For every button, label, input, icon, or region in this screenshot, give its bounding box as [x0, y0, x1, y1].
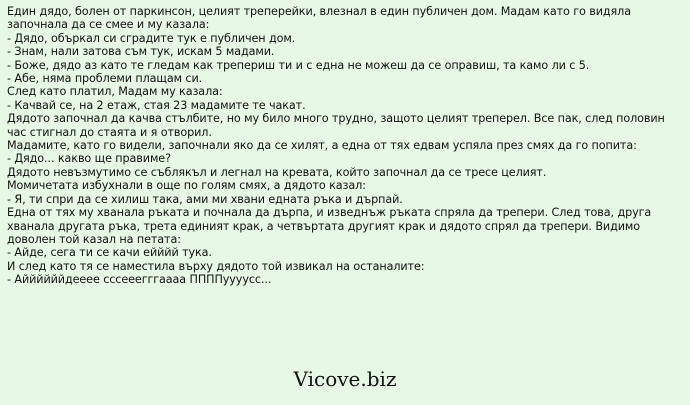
story-line-dialogue: - Дядо... какво ще правиме?: [7, 152, 171, 166]
story-line-narration: И след като тя се наместила върху дядото той извикал на останалите:: [7, 259, 425, 273]
story-line-narration: Дядото невъзмутимо се съблякъл и легнал на кревата, който започнал да се тресе целият.: [7, 165, 547, 179]
story-line-narration: Дядото започнал да качва стълбите, но му било много трудно, защото целият треперел. Все пак, след половин час стигнал до стаята и я отворил.: [7, 112, 665, 139]
story-line-dialogue: - Абе, няма проблеми плащам си.: [7, 72, 203, 86]
site-footer: [0, 367, 690, 391]
story-line-narration: Една от тях му хванала ръката и почнала да дърпа, и изведнъж ръката спряла да трепери. След това, друга хванала другата ръка, трета единият крак, а четвъртата другият крак и дядото спрял да трепери. Видимо доволен той казал на петата:: [7, 206, 652, 246]
story-line-dialogue: - Дядо, объркал си сградите тук е публичен дом.: [7, 31, 296, 45]
story-line-intro: Един дядо, болен от паркинсон, целият треперейки, влезнал в един публичен дом. Мадам като го видяла започнала да се смее и му казала:: [7, 5, 631, 32]
story-line-narration: След като платил, Мадам му казала:: [7, 85, 223, 99]
story-line-dialogue: - Я, ти спри да се хилиш така, ами ми хвани едната ръка и дърпай.: [7, 192, 403, 206]
story-line-dialogue: - Качвай се, на 2 етаж, стая 23 мадамите те чакат.: [7, 98, 306, 112]
story-line-dialogue: - Айде, сега ти се качи ейййй тука.: [7, 246, 212, 260]
story-line-dialogue: - Знам, нали затова съм тук, искам 5 мадами.: [7, 45, 275, 59]
site-name: Vicove.biz: [293, 367, 397, 391]
story-line-narration: Мадамите, като го видели, започнали яко да се хилят, а една от тях едвам успяла през смях да го попита:: [7, 139, 637, 153]
story-line-dialogue: - Боже, дядо аз като те гледам как трепериш ти и с една не можеш да се оправиш, та камо ли с 5.: [7, 58, 590, 72]
joke-text: [7, 5, 683, 287]
story-line-narration: Момичетата избухнали в още по голям смях, а дядото казал:: [7, 179, 366, 193]
story-line-punchline: - Аййййййдееее сссееегггаааа ППППуууусс...: [7, 273, 272, 287]
